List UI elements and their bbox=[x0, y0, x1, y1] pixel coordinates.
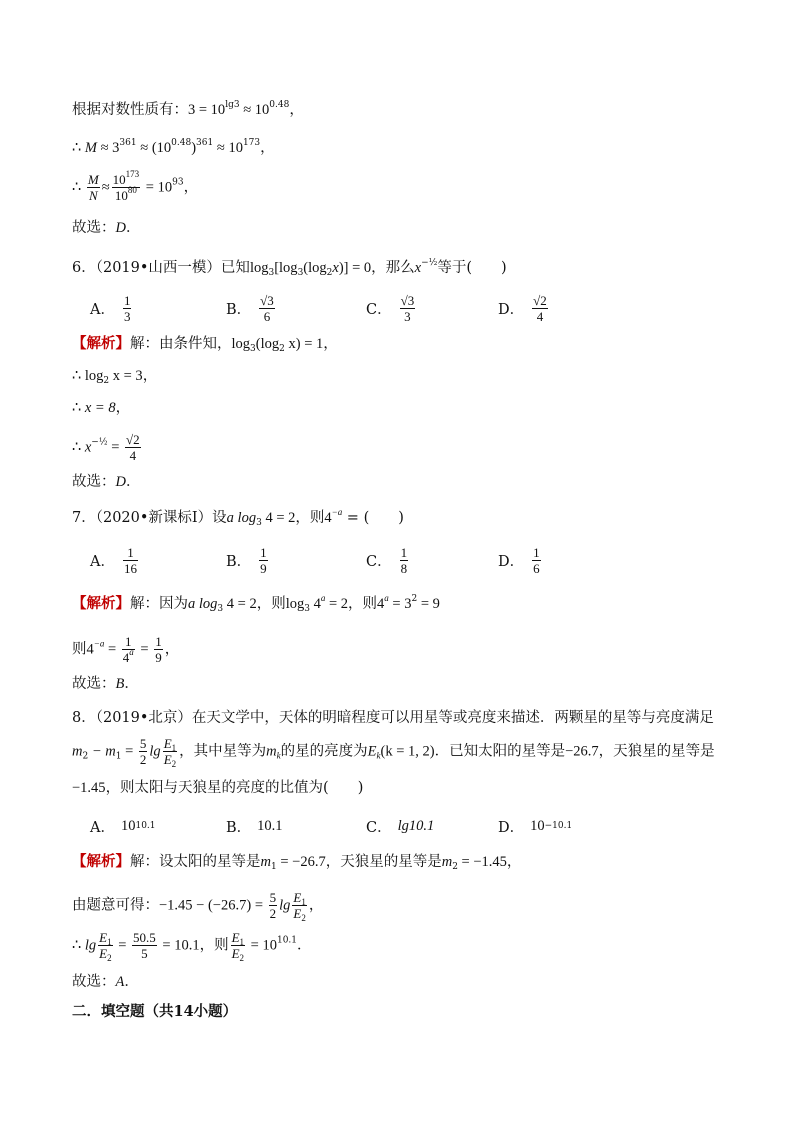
subscript: 2 bbox=[171, 759, 177, 769]
option-b[interactable] bbox=[226, 806, 283, 846]
subscript: 2 bbox=[301, 913, 306, 923]
exponent: −a bbox=[93, 638, 105, 649]
var: x bbox=[332, 260, 339, 276]
exponent: 0.48 bbox=[171, 138, 192, 148]
numerator: 1 bbox=[123, 292, 131, 308]
subscript: k bbox=[276, 750, 281, 761]
fraction bbox=[123, 545, 138, 576]
subscript: 2 bbox=[326, 268, 333, 278]
math: 4 bbox=[324, 510, 332, 526]
math: 4 bbox=[309, 596, 321, 612]
text: 根据对数性质有： bbox=[72, 102, 188, 118]
text: ．已知太阳的星等是 bbox=[434, 743, 566, 760]
text: 等于( ) bbox=[437, 260, 507, 276]
q7-options bbox=[90, 540, 650, 580]
denominator: 16 bbox=[123, 560, 137, 576]
punct: ， bbox=[164, 641, 180, 658]
numerator: E bbox=[99, 930, 108, 945]
math: − m bbox=[88, 743, 116, 760]
therefore: ∴ bbox=[72, 179, 85, 196]
denominator: 2 bbox=[139, 752, 147, 767]
subscript: 1 bbox=[107, 937, 112, 947]
text: 的星的亮度为 bbox=[280, 743, 368, 760]
fraction bbox=[231, 930, 245, 961]
question-8-line-3 bbox=[72, 778, 363, 798]
therefore: ∴ bbox=[72, 140, 85, 156]
denominator: 9 bbox=[260, 560, 267, 576]
q7-solution-2 bbox=[72, 634, 179, 665]
math: log bbox=[285, 596, 305, 612]
q6-answer bbox=[72, 472, 140, 492]
math: = −26.7 bbox=[276, 854, 326, 870]
denominator: 6 bbox=[263, 308, 271, 324]
math: = 10 bbox=[247, 937, 277, 954]
option-b[interactable] bbox=[226, 540, 270, 580]
var: x bbox=[414, 260, 422, 276]
option-a[interactable] bbox=[90, 540, 140, 580]
fraction bbox=[532, 293, 548, 324]
fraction bbox=[139, 736, 148, 767]
text: 则 bbox=[72, 641, 87, 658]
option-label: B． bbox=[226, 553, 252, 570]
exponent: 361 bbox=[119, 138, 137, 148]
numerator: 1 bbox=[533, 544, 540, 560]
q7-answer bbox=[72, 674, 139, 694]
option-label: C． bbox=[366, 553, 392, 570]
subscript: 3 bbox=[250, 344, 256, 354]
math: x = 8 bbox=[84, 400, 116, 416]
math: ) bbox=[191, 140, 197, 156]
math: = 9 bbox=[417, 596, 440, 612]
q7-solution-1 bbox=[72, 594, 440, 614]
fraction bbox=[122, 634, 135, 665]
m-approx-line bbox=[72, 138, 275, 158]
math: = 10 bbox=[142, 179, 173, 196]
option-d[interactable] bbox=[498, 288, 550, 328]
option-label: A． bbox=[90, 819, 115, 836]
punct: ． bbox=[297, 937, 312, 954]
q6-solution-1 bbox=[72, 334, 338, 354]
punct: ， bbox=[260, 140, 275, 156]
subscript: 3 bbox=[304, 604, 310, 614]
math: 3 = 10 bbox=[188, 102, 226, 118]
numerator: E bbox=[293, 890, 302, 905]
fraction bbox=[112, 169, 141, 203]
subscript: 2 bbox=[107, 953, 112, 963]
subscript: 1 bbox=[115, 751, 122, 762]
question-6 bbox=[72, 258, 507, 278]
fraction bbox=[98, 930, 112, 961]
subscript: k bbox=[376, 750, 381, 761]
numerator: 1 bbox=[122, 634, 135, 650]
numerator: √2 bbox=[126, 432, 140, 447]
var: m bbox=[260, 854, 271, 870]
text: ，天狼星的星等是 bbox=[325, 854, 442, 870]
math: ≈ (10 bbox=[136, 140, 172, 156]
text: 解：因为 bbox=[130, 596, 188, 612]
math: = bbox=[121, 743, 137, 760]
text: ，其中星等为 bbox=[179, 743, 267, 760]
numerator: 1 bbox=[155, 634, 162, 649]
denominator: 8 bbox=[400, 560, 408, 576]
punct: ． bbox=[125, 220, 141, 236]
denominator: 4 bbox=[129, 448, 137, 463]
math: ≈ 10 bbox=[213, 140, 243, 156]
math: log bbox=[249, 260, 269, 276]
exponent: 80 bbox=[127, 185, 137, 195]
math: 4 bbox=[86, 641, 94, 658]
fraction bbox=[163, 736, 177, 767]
math: −26.7 bbox=[565, 743, 599, 760]
var: x bbox=[84, 439, 92, 456]
subscript: 3 bbox=[256, 518, 262, 528]
punct: ， bbox=[308, 897, 324, 914]
denominator: 4 bbox=[536, 308, 544, 324]
therefore: ∴ bbox=[72, 368, 85, 384]
subscript: 2 bbox=[279, 344, 285, 354]
numerator: √3 bbox=[260, 292, 274, 308]
analysis-tag: 【解析】 bbox=[72, 853, 130, 870]
numerator: 50.5 bbox=[133, 930, 156, 945]
therefore: ∴ bbox=[72, 400, 85, 416]
option-c[interactable] bbox=[366, 806, 434, 846]
exponent: −½ bbox=[421, 258, 438, 268]
option-a[interactable] bbox=[90, 288, 133, 328]
option-a[interactable]: A． 10 10.1 bbox=[90, 817, 156, 836]
numerator: E bbox=[163, 736, 172, 751]
option-label: C． bbox=[366, 819, 392, 836]
text: 故选： bbox=[72, 974, 116, 990]
numerator: √3 bbox=[400, 292, 415, 308]
option-label: D． bbox=[498, 553, 525, 570]
fraction bbox=[154, 634, 163, 665]
denominator: N bbox=[88, 188, 98, 203]
numerator: √2 bbox=[533, 292, 547, 308]
math: (k = 1, 2) bbox=[380, 743, 435, 760]
q6-options bbox=[90, 288, 650, 328]
numerator: M bbox=[87, 172, 99, 187]
var: E bbox=[367, 743, 377, 760]
text: ，天狼星的星等是 bbox=[598, 743, 715, 760]
punct: ， bbox=[142, 368, 158, 384]
text: ，则太阳与天狼星的亮度的比值为( ) bbox=[105, 780, 364, 796]
question-head: 6．（2019•山西一模）已知 bbox=[72, 260, 250, 276]
math: ≈ 3 bbox=[96, 140, 120, 156]
subscript: 3 bbox=[268, 268, 275, 278]
text: ，则 bbox=[348, 596, 378, 612]
punct: ， bbox=[115, 400, 131, 416]
denominator: 10 bbox=[114, 188, 128, 203]
q8-answer bbox=[72, 972, 139, 992]
denominator: E bbox=[231, 946, 240, 961]
subscript: 1 bbox=[239, 937, 245, 947]
punct: ， bbox=[323, 336, 338, 352]
option-text: 10 bbox=[120, 817, 136, 834]
punct: ， bbox=[183, 179, 199, 196]
text: 解：设太阳的星等是 bbox=[130, 854, 261, 870]
q8-solution-2 bbox=[72, 890, 323, 921]
section-heading bbox=[72, 1002, 237, 1022]
fraction bbox=[400, 293, 416, 324]
math: (log bbox=[255, 336, 280, 352]
math: ≈ bbox=[101, 179, 110, 196]
denominator: 6 bbox=[533, 560, 540, 576]
subscript: 2 bbox=[103, 376, 110, 386]
math: log bbox=[231, 336, 251, 352]
q8-solution-1 bbox=[72, 852, 521, 872]
denominator: E bbox=[163, 752, 172, 767]
numerator: 1 bbox=[260, 544, 267, 560]
answer-letter: D bbox=[115, 474, 126, 490]
math: [log bbox=[274, 260, 298, 276]
denominator: 2 bbox=[269, 906, 277, 921]
math: lg bbox=[279, 897, 291, 914]
question-head: 7．（2020•新课标Ⅰ）设 bbox=[72, 510, 227, 526]
var: m bbox=[266, 743, 277, 760]
math: 4 = 2 bbox=[223, 596, 257, 612]
exponent: 361 bbox=[196, 138, 214, 148]
fraction bbox=[400, 545, 409, 576]
numerator: 1 bbox=[400, 544, 408, 560]
text: = ( ) bbox=[342, 510, 404, 526]
math: −1.45 − (−26.7) = bbox=[159, 897, 267, 914]
option-text: 10.1 bbox=[257, 817, 283, 834]
math: 4 = 2 bbox=[261, 510, 296, 526]
numerator: E bbox=[231, 930, 240, 945]
numerator: 1 bbox=[123, 545, 138, 561]
denominator: 5 bbox=[141, 946, 148, 961]
denominator: E bbox=[293, 906, 302, 921]
denominator: 4 bbox=[122, 650, 130, 665]
math: )] = 0 bbox=[338, 260, 372, 276]
math: = bbox=[104, 641, 120, 658]
var: m bbox=[72, 743, 83, 760]
denominator: 3 bbox=[404, 308, 411, 324]
question-7 bbox=[72, 508, 404, 528]
subscript: 2 bbox=[239, 953, 245, 963]
analysis-tag: 【解析】 bbox=[72, 335, 130, 352]
fraction bbox=[123, 293, 132, 324]
option-text: 10 bbox=[530, 817, 545, 834]
m-over-n-line bbox=[72, 169, 199, 203]
math: = 3 bbox=[388, 596, 412, 612]
exponent: 173 bbox=[125, 169, 140, 179]
exponent: lg3 bbox=[225, 100, 240, 110]
answer-line bbox=[72, 218, 140, 238]
math: = bbox=[136, 641, 153, 658]
answer-letter: A bbox=[115, 974, 125, 990]
numerator: 5 bbox=[269, 890, 277, 905]
exponent: 0.48 bbox=[269, 100, 290, 110]
text: 故选： bbox=[72, 676, 116, 692]
fraction bbox=[259, 293, 275, 324]
option-label: D． bbox=[498, 301, 525, 318]
section-title: 二．填空题（共14小题） bbox=[72, 1003, 238, 1020]
question-8-line-2 bbox=[72, 736, 715, 767]
q6-solution-3 bbox=[72, 398, 130, 418]
fraction bbox=[125, 432, 141, 463]
option-label: D． bbox=[498, 819, 525, 836]
math: (log bbox=[303, 260, 327, 276]
question-8 bbox=[72, 708, 714, 728]
subscript: 1 bbox=[171, 743, 177, 753]
numerator: 5 bbox=[139, 736, 147, 751]
text: 故选： bbox=[72, 474, 116, 490]
var: m bbox=[441, 854, 453, 870]
math: = 10.1 bbox=[158, 937, 200, 954]
subscript: 2 bbox=[452, 862, 458, 872]
text: 解：由条件知， bbox=[130, 336, 232, 352]
fraction bbox=[259, 545, 268, 576]
text: 由题意可得： bbox=[72, 897, 159, 914]
punct: ． bbox=[125, 474, 141, 490]
math: x) = 1 bbox=[284, 336, 324, 352]
text: ，那么 bbox=[371, 260, 415, 276]
text: 故选： bbox=[72, 220, 116, 236]
analysis-tag: 【解析】 bbox=[72, 595, 130, 612]
q6-solution-2 bbox=[72, 366, 157, 386]
exponent: 173 bbox=[242, 138, 261, 148]
q8-options bbox=[90, 806, 650, 846]
option-c[interactable] bbox=[366, 288, 417, 328]
question-head: 8．（2019•北京）在天文学中，天体的明暗程度可以用星等或亮度来描述．两颗星的星等与亮度满足 bbox=[72, 710, 714, 726]
denominator: 9 bbox=[155, 650, 162, 665]
exponent: 10.1 bbox=[276, 935, 298, 946]
math: a log bbox=[226, 510, 257, 526]
exponent: 93 bbox=[172, 177, 184, 188]
var: M bbox=[84, 140, 97, 156]
math: log bbox=[84, 368, 104, 384]
punct: ． bbox=[124, 974, 139, 990]
therefore: ∴ bbox=[72, 439, 85, 456]
text: ，则 bbox=[295, 510, 325, 526]
exponent: a bbox=[129, 647, 134, 657]
math: = bbox=[114, 937, 131, 954]
subscript: 1 bbox=[301, 897, 306, 907]
math: lg bbox=[84, 937, 97, 954]
text: ，则 bbox=[199, 937, 229, 954]
fraction bbox=[269, 890, 278, 921]
q6-solution-4 bbox=[72, 432, 143, 463]
math: = −1.45 bbox=[457, 854, 507, 870]
option-b[interactable] bbox=[226, 288, 277, 328]
option-label: B． bbox=[226, 819, 252, 836]
fraction bbox=[87, 172, 100, 203]
answer-letter: B bbox=[115, 676, 125, 692]
fraction bbox=[532, 545, 541, 576]
math: a log bbox=[188, 596, 218, 612]
option-c[interactable] bbox=[366, 540, 410, 580]
punct: ． bbox=[124, 676, 139, 692]
punct: ， bbox=[289, 102, 304, 118]
math: = 2 bbox=[325, 596, 349, 612]
answer-letter: D bbox=[115, 220, 126, 236]
denominator: 3 bbox=[123, 308, 131, 324]
fraction bbox=[132, 930, 157, 961]
log-property-line bbox=[72, 100, 304, 120]
fraction bbox=[292, 890, 306, 921]
exponent: 2 bbox=[411, 594, 418, 604]
math: −1.45 bbox=[72, 780, 106, 796]
subscript: 2 bbox=[82, 751, 89, 762]
denominator: E bbox=[99, 946, 108, 961]
subscript: 3 bbox=[297, 268, 304, 278]
exponent: a bbox=[384, 593, 389, 603]
q8-solution-3 bbox=[72, 930, 312, 961]
option-label: A． bbox=[90, 553, 115, 570]
exponent: −½ bbox=[91, 437, 108, 448]
option-d[interactable]: D． 10 −10.1 bbox=[498, 817, 573, 836]
text: ，则 bbox=[256, 596, 286, 612]
subscript: 1 bbox=[270, 862, 277, 872]
math: x = 3 bbox=[109, 368, 143, 384]
numerator: 10 bbox=[112, 172, 126, 187]
math: ≈ 10 bbox=[239, 102, 270, 118]
therefore: ∴ bbox=[72, 937, 85, 954]
option-d[interactable] bbox=[498, 540, 543, 580]
option-text: lg10.1 bbox=[397, 817, 435, 834]
subscript: 3 bbox=[217, 604, 224, 614]
option-label: A． bbox=[90, 301, 115, 318]
option-label: C． bbox=[366, 301, 392, 318]
option-label: B． bbox=[226, 301, 252, 318]
exponent: −a bbox=[331, 507, 343, 517]
math: = bbox=[107, 439, 123, 456]
exponent: a bbox=[320, 593, 326, 603]
math: 4 bbox=[377, 596, 385, 612]
math: lg bbox=[149, 743, 161, 760]
punct: ， bbox=[506, 854, 522, 870]
